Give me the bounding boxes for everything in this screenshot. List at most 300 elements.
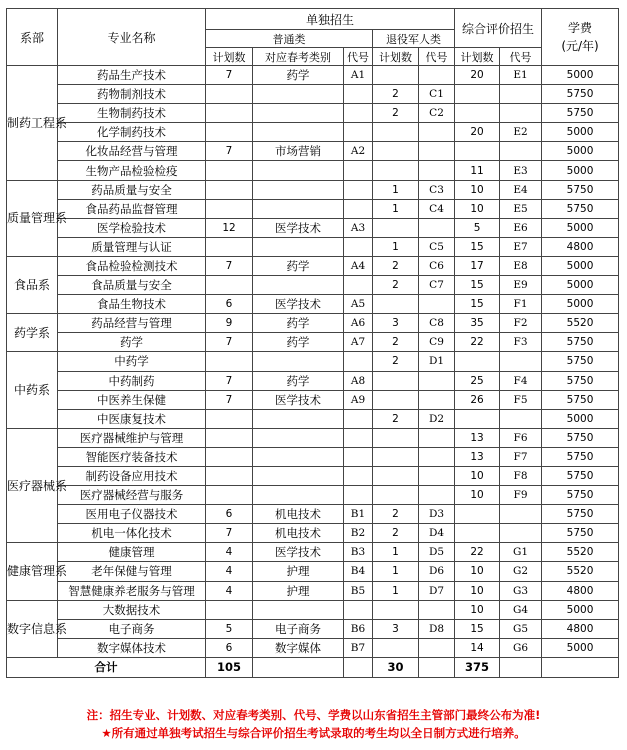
general-plan: 7 [206, 371, 253, 390]
total-label: 合计 [7, 657, 206, 677]
veteran-code: D7 [419, 581, 455, 600]
general-plan: 7 [206, 390, 253, 409]
general-code: A1 [344, 66, 373, 85]
general-category: 药学 [253, 314, 344, 333]
major-name: 生物产品检验检疫 [58, 161, 206, 180]
general-category: 机电技术 [253, 524, 344, 543]
tuition-fee: 5000 [542, 256, 619, 275]
comprehensive-plan: 10 [455, 466, 500, 485]
general-code [344, 161, 373, 180]
dept-name: 食品系 [7, 256, 58, 313]
dept-name: 质量管理系 [7, 180, 58, 256]
header-veteran-code: 代号 [419, 48, 455, 66]
veteran-code: D4 [419, 524, 455, 543]
veteran-code: C9 [419, 333, 455, 352]
general-plan [206, 104, 253, 123]
comprehensive-code: F2 [500, 314, 542, 333]
veteran-code [419, 161, 455, 180]
general-plan [206, 600, 253, 619]
comprehensive-plan: 15 [455, 295, 500, 314]
general-category: 医学技术 [253, 218, 344, 237]
veteran-plan: 1 [373, 581, 419, 600]
general-category [253, 199, 344, 218]
veteran-code [419, 466, 455, 485]
table-row [7, 638, 619, 657]
table-row [7, 123, 619, 142]
veteran-code [419, 218, 455, 237]
major-name: 化妆品经营与管理 [58, 142, 206, 161]
table-row [7, 161, 619, 180]
veteran-plan [373, 390, 419, 409]
general-category: 电子商务 [253, 619, 344, 638]
comprehensive-plan: 10 [455, 486, 500, 505]
general-plan [206, 199, 253, 218]
comprehensive-plan: 13 [455, 428, 500, 447]
general-category [253, 123, 344, 142]
total-general: 105 [206, 657, 253, 677]
comprehensive-plan: 11 [455, 161, 500, 180]
comprehensive-code: G2 [500, 562, 542, 581]
general-plan: 7 [206, 142, 253, 161]
general-code [344, 276, 373, 295]
general-category [253, 180, 344, 199]
general-plan [206, 447, 253, 466]
general-category [253, 486, 344, 505]
veteran-code: D2 [419, 409, 455, 428]
general-category: 护理 [253, 581, 344, 600]
comprehensive-code: E9 [500, 276, 542, 295]
general-category: 医学技术 [253, 390, 344, 409]
major-name: 医学检验技术 [58, 218, 206, 237]
tuition-fee: 5000 [542, 638, 619, 657]
comprehensive-plan: 20 [455, 123, 500, 142]
tuition-fee: 5000 [542, 218, 619, 237]
comprehensive-code [500, 505, 542, 524]
comprehensive-code [500, 409, 542, 428]
general-plan [206, 123, 253, 142]
comprehensive-code: G5 [500, 619, 542, 638]
general-code: A9 [344, 390, 373, 409]
total-comprehensive: 375 [455, 657, 500, 677]
veteran-code [419, 66, 455, 85]
veteran-plan: 2 [373, 85, 419, 104]
tuition-fee: 5000 [542, 161, 619, 180]
header-dept: 系部 [7, 9, 58, 66]
general-code: A5 [344, 295, 373, 314]
header-general: 普通类 [206, 30, 373, 48]
general-code [344, 180, 373, 199]
general-plan: 9 [206, 314, 253, 333]
table-row [7, 581, 619, 600]
general-category: 数字媒体 [253, 638, 344, 657]
table-row [7, 66, 619, 85]
general-category [253, 237, 344, 256]
general-category [253, 352, 344, 371]
major-name: 机电一体化技术 [58, 524, 206, 543]
major-name: 健康管理 [58, 543, 206, 562]
major-name: 化学制药技术 [58, 123, 206, 142]
veteran-plan: 3 [373, 619, 419, 638]
veteran-code [419, 428, 455, 447]
general-code: B7 [344, 638, 373, 657]
comprehensive-plan: 10 [455, 600, 500, 619]
comprehensive-plan: 22 [455, 333, 500, 352]
table-row [7, 276, 619, 295]
veteran-plan: 2 [373, 505, 419, 524]
table-row [7, 333, 619, 352]
veteran-code [419, 390, 455, 409]
veteran-code: D5 [419, 543, 455, 562]
veteran-code: C7 [419, 276, 455, 295]
tuition-fee: 5750 [542, 352, 619, 371]
tuition-fee: 5000 [542, 142, 619, 161]
comprehensive-plan [455, 85, 500, 104]
veteran-plan [373, 447, 419, 466]
veteran-plan [373, 466, 419, 485]
veteran-plan: 2 [373, 333, 419, 352]
header-general-category: 对应春考类别 [253, 48, 344, 66]
dept-name: 数字信息系 [7, 600, 58, 657]
major-name: 电子商务 [58, 619, 206, 638]
comprehensive-code [500, 352, 542, 371]
general-plan [206, 409, 253, 428]
general-plan [206, 276, 253, 295]
veteran-code [419, 638, 455, 657]
tuition-fee: 4800 [542, 581, 619, 600]
note-line-2: ★所有通过单独考试招生与综合评价招生考试录取的考生均以全日制方式进行培养。 [101, 726, 526, 740]
major-name: 质量管理与认证 [58, 237, 206, 256]
general-category [253, 276, 344, 295]
veteran-code [419, 371, 455, 390]
comprehensive-plan: 25 [455, 371, 500, 390]
header-comprehensive: 综合评价招生 [455, 9, 542, 48]
dept-name: 药学系 [7, 314, 58, 352]
notes [0, 706, 627, 742]
tuition-fee: 5750 [542, 333, 619, 352]
general-category: 药学 [253, 256, 344, 275]
veteran-plan: 1 [373, 562, 419, 581]
tuition-fee: 5750 [542, 390, 619, 409]
tuition-fee: 5750 [542, 428, 619, 447]
general-category: 机电技术 [253, 505, 344, 524]
general-plan: 4 [206, 581, 253, 600]
tuition-fee: 5520 [542, 543, 619, 562]
general-code: B6 [344, 619, 373, 638]
general-code [344, 104, 373, 123]
general-plan: 6 [206, 638, 253, 657]
table-row [7, 104, 619, 123]
veteran-code: D3 [419, 505, 455, 524]
tuition-fee: 5750 [542, 486, 619, 505]
general-code [344, 199, 373, 218]
general-code: A8 [344, 371, 373, 390]
comprehensive-code: E1 [500, 66, 542, 85]
dept-name: 医疗器械系 [7, 428, 58, 543]
veteran-code: C4 [419, 199, 455, 218]
general-plan: 7 [206, 256, 253, 275]
table-row [7, 409, 619, 428]
major-name: 生物制药技术 [58, 104, 206, 123]
table-row [7, 180, 619, 199]
comprehensive-plan: 35 [455, 314, 500, 333]
major-name: 食品生物技术 [58, 295, 206, 314]
note-line-1: 注：招生专业、计划数、对应春考类别、代号、学费以山东省招生主管部门最终公布为准! [86, 708, 541, 722]
comprehensive-code [500, 104, 542, 123]
header-tuition: 学费 (元/年) [542, 9, 619, 66]
comprehensive-plan: 15 [455, 619, 500, 638]
veteran-plan [373, 123, 419, 142]
table-row [7, 295, 619, 314]
dept-name: 健康管理系 [7, 543, 58, 600]
veteran-plan: 2 [373, 104, 419, 123]
comprehensive-code: F8 [500, 466, 542, 485]
general-category: 医学技术 [253, 295, 344, 314]
general-plan [206, 352, 253, 371]
major-name: 食品药品监督管理 [58, 199, 206, 218]
tuition-fee: 5520 [542, 314, 619, 333]
major-name: 中药制药 [58, 371, 206, 390]
table-row [7, 352, 619, 371]
comprehensive-code: E8 [500, 256, 542, 275]
comprehensive-plan: 15 [455, 276, 500, 295]
veteran-plan [373, 371, 419, 390]
veteran-code: C3 [419, 180, 455, 199]
veteran-code: C8 [419, 314, 455, 333]
tuition-fee: 5750 [542, 85, 619, 104]
veteran-plan: 2 [373, 276, 419, 295]
comprehensive-plan: 5 [455, 218, 500, 237]
veteran-code [419, 600, 455, 619]
veteran-plan: 1 [373, 199, 419, 218]
total-row [7, 657, 619, 677]
veteran-plan [373, 161, 419, 180]
comprehensive-code: F1 [500, 295, 542, 314]
general-category [253, 600, 344, 619]
general-code [344, 409, 373, 428]
tuition-fee: 5000 [542, 66, 619, 85]
general-plan [206, 428, 253, 447]
major-name: 老年保健与管理 [58, 562, 206, 581]
general-code [344, 85, 373, 104]
veteran-code: D6 [419, 562, 455, 581]
general-category [253, 447, 344, 466]
header-comprehensive-plan: 计划数 [455, 48, 500, 66]
veteran-code [419, 486, 455, 505]
veteran-plan [373, 428, 419, 447]
dept-name: 制药工程系 [7, 66, 58, 181]
general-category: 护理 [253, 562, 344, 581]
major-name: 药品经营与管理 [58, 314, 206, 333]
comprehensive-code [500, 524, 542, 543]
comprehensive-plan [455, 142, 500, 161]
general-code: A3 [344, 218, 373, 237]
table-row [7, 486, 619, 505]
general-code: B4 [344, 562, 373, 581]
general-plan: 4 [206, 543, 253, 562]
veteran-plan: 2 [373, 524, 419, 543]
general-category: 医学技术 [253, 543, 344, 562]
header-comprehensive-code: 代号 [500, 48, 542, 66]
general-plan: 6 [206, 295, 253, 314]
tuition-fee: 5750 [542, 180, 619, 199]
comprehensive-plan [455, 352, 500, 371]
dept-name: 中药系 [7, 352, 58, 428]
comprehensive-code: E3 [500, 161, 542, 180]
veteran-plan: 1 [373, 180, 419, 199]
comprehensive-plan [455, 409, 500, 428]
admissions-table [6, 8, 619, 678]
veteran-plan [373, 218, 419, 237]
tuition-fee: 5000 [542, 409, 619, 428]
general-code: A7 [344, 333, 373, 352]
tuition-fee: 5000 [542, 123, 619, 142]
veteran-plan [373, 600, 419, 619]
general-category [253, 161, 344, 180]
tuition-fee: 5750 [542, 104, 619, 123]
major-name: 医疗器械维护与管理 [58, 428, 206, 447]
comprehensive-plan [455, 104, 500, 123]
veteran-plan: 2 [373, 256, 419, 275]
comprehensive-plan: 26 [455, 390, 500, 409]
table-row [7, 142, 619, 161]
comprehensive-plan [455, 524, 500, 543]
major-name: 药品生产技术 [58, 66, 206, 85]
general-category: 药学 [253, 66, 344, 85]
table-row [7, 562, 619, 581]
general-code [344, 352, 373, 371]
header-general-code: 代号 [344, 48, 373, 66]
comprehensive-code: F3 [500, 333, 542, 352]
table-row [7, 447, 619, 466]
major-name: 医用电子仪器技术 [58, 505, 206, 524]
comprehensive-code: E7 [500, 237, 542, 256]
tuition-fee: 5000 [542, 600, 619, 619]
major-name: 智慧健康养老服务与管理 [58, 581, 206, 600]
major-name: 中医养生保健 [58, 390, 206, 409]
comprehensive-plan: 20 [455, 66, 500, 85]
comprehensive-plan: 15 [455, 237, 500, 256]
general-plan [206, 161, 253, 180]
comprehensive-code: G3 [500, 581, 542, 600]
tuition-fee: 5750 [542, 466, 619, 485]
tuition-fee: 5750 [542, 199, 619, 218]
comprehensive-code: E5 [500, 199, 542, 218]
major-name: 药品质量与安全 [58, 180, 206, 199]
comprehensive-code: G1 [500, 543, 542, 562]
table-row [7, 85, 619, 104]
veteran-plan [373, 142, 419, 161]
general-plan [206, 237, 253, 256]
major-name: 药学 [58, 333, 206, 352]
major-name: 食品质量与安全 [58, 276, 206, 295]
table-row [7, 199, 619, 218]
comprehensive-code [500, 142, 542, 161]
major-name: 中药学 [58, 352, 206, 371]
comprehensive-code: E6 [500, 218, 542, 237]
veteran-code: C1 [419, 85, 455, 104]
comprehensive-code: F4 [500, 371, 542, 390]
tuition-fee: 5750 [542, 371, 619, 390]
general-category [253, 428, 344, 447]
comprehensive-plan: 10 [455, 180, 500, 199]
veteran-plan: 1 [373, 237, 419, 256]
general-code: B3 [344, 543, 373, 562]
general-category: 市场营销 [253, 142, 344, 161]
general-category [253, 85, 344, 104]
comprehensive-code: F9 [500, 486, 542, 505]
veteran-plan [373, 486, 419, 505]
table-row [7, 256, 619, 275]
header-veteran-plan: 计划数 [373, 48, 419, 66]
veteran-code [419, 142, 455, 161]
table-row [7, 314, 619, 333]
tuition-fee: 5000 [542, 276, 619, 295]
major-name: 食品检验检测技术 [58, 256, 206, 275]
veteran-code: D8 [419, 619, 455, 638]
general-code: B1 [344, 505, 373, 524]
veteran-code: C2 [419, 104, 455, 123]
general-plan: 7 [206, 66, 253, 85]
total-veteran: 30 [373, 657, 419, 677]
general-category [253, 466, 344, 485]
table-row [7, 237, 619, 256]
general-plan: 5 [206, 619, 253, 638]
tuition-fee: 4800 [542, 237, 619, 256]
veteran-code: C5 [419, 237, 455, 256]
general-code [344, 600, 373, 619]
tuition-fee: 5520 [542, 562, 619, 581]
table-row [7, 466, 619, 485]
comprehensive-code [500, 85, 542, 104]
tuition-fee: 4800 [542, 619, 619, 638]
tuition-fee: 5750 [542, 505, 619, 524]
table-row [7, 600, 619, 619]
comprehensive-plan [455, 505, 500, 524]
general-code: A2 [344, 142, 373, 161]
header-general-plan: 计划数 [206, 48, 253, 66]
general-code: B5 [344, 581, 373, 600]
comprehensive-plan: 22 [455, 543, 500, 562]
major-name: 制药设备应用技术 [58, 466, 206, 485]
major-name: 中医康复技术 [58, 409, 206, 428]
general-code: B2 [344, 524, 373, 543]
general-plan: 4 [206, 562, 253, 581]
comprehensive-plan: 10 [455, 581, 500, 600]
table-row [7, 390, 619, 409]
comprehensive-code: F7 [500, 447, 542, 466]
header-single-admission: 单独招生 [206, 9, 455, 30]
comprehensive-code: G4 [500, 600, 542, 619]
veteran-code: D1 [419, 352, 455, 371]
general-plan: 7 [206, 524, 253, 543]
general-code: A6 [344, 314, 373, 333]
table-row [7, 218, 619, 237]
veteran-plan [373, 638, 419, 657]
major-name: 智能医疗装备技术 [58, 447, 206, 466]
veteran-code [419, 123, 455, 142]
general-category: 药学 [253, 371, 344, 390]
general-plan [206, 466, 253, 485]
table-row [7, 428, 619, 447]
comprehensive-plan: 14 [455, 638, 500, 657]
table-body [7, 66, 619, 658]
comprehensive-plan: 13 [455, 447, 500, 466]
veteran-plan: 2 [373, 409, 419, 428]
veteran-plan [373, 66, 419, 85]
general-category [253, 409, 344, 428]
general-code [344, 486, 373, 505]
general-plan: 12 [206, 218, 253, 237]
